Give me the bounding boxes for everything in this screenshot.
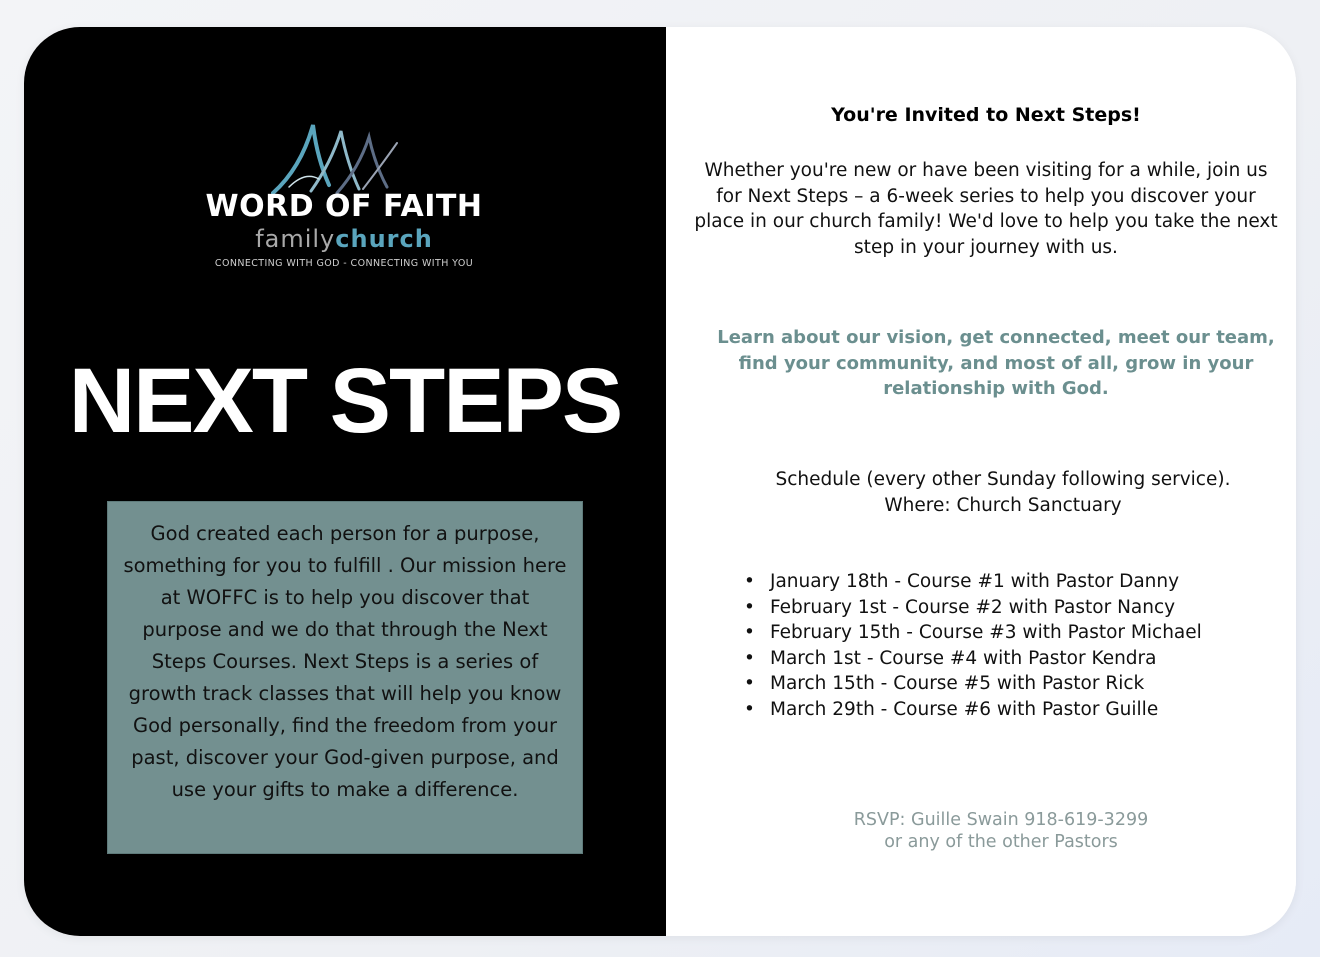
right-panel [666, 27, 1296, 936]
invite-title: You're Invited to Next Steps! [831, 104, 1141, 126]
bullet-icon: • [744, 673, 755, 694]
intro-paragraph: Whether you're new or have been visiting for a while, join us for Next Steps – a 6-week series to help you discover your place in our church family! We'd love to help you take the next step in your journey with us. [694, 160, 1278, 258]
course-item [740, 697, 1280, 723]
course-text: February 15th - Course #3 with Pastor Michael [770, 622, 1202, 643]
location-line: Where: Church Sanctuary [884, 494, 1122, 516]
church-logo [174, 123, 514, 283]
schedule-line: Schedule (every other Sunday following service). [775, 469, 1231, 490]
next-steps-heading: NEXT STEPS [68, 350, 622, 452]
bullet-icon: • [744, 571, 755, 592]
course-text: March 29th - Course #6 with Pastor Guille [770, 698, 1159, 720]
logo-sub-church: church [335, 225, 433, 253]
course-item [740, 620, 1280, 646]
logo-sub-family: family [255, 225, 336, 253]
logo-subtitle [174, 225, 514, 253]
bullet-icon: • [744, 698, 755, 720]
course-text: March 15th - Course #5 with Pastor Rick [770, 673, 1145, 694]
course-text: March 1st - Course #4 with Pastor Kendra [770, 647, 1157, 669]
course-text: February 1st - Course #2 with Pastor Nancy [770, 596, 1176, 618]
rsvp-alternative: or any of the other Pastors [884, 831, 1118, 852]
bullet-icon: • [744, 596, 755, 618]
vision-paragraph: Learn about our vision, get connected, meet our team, find your community, and most of all, grow in your relationship with God. [717, 327, 1275, 399]
rsvp-contact: RSVP: Guille Swain 918-619-3299 [853, 810, 1149, 830]
course-item [740, 671, 1280, 697]
logo-title: WORD OF FAITH [205, 189, 483, 224]
course-item [740, 646, 1280, 672]
left-panel [24, 27, 666, 936]
mission-text: God created each person for a purpose, something for you to fulfill . Our mission here at WOFFC is to help you discover that purpose and we do that through the Next Steps Courses. Next Steps is a series of growth track classes that will help you know God personally, find the freedom from your past, discover your God-given purpose, and use your gifts to make a difference. [123, 522, 567, 801]
logo-tagline: CONNECTING WITH GOD - CONNECTING WITH YOU [214, 258, 474, 269]
flyer-card [24, 27, 1296, 936]
bullet-icon: • [744, 622, 755, 643]
church-logo-icon [271, 123, 401, 195]
rsvp-info [666, 810, 1296, 853]
course-item [740, 569, 1280, 595]
mission-box [107, 501, 583, 854]
course-text: January 18th - Course #1 with Pastor Danny [770, 571, 1180, 592]
bullet-icon: • [744, 647, 755, 669]
course-item [740, 595, 1280, 621]
course-list [740, 569, 1280, 722]
schedule-info [708, 467, 1296, 518]
